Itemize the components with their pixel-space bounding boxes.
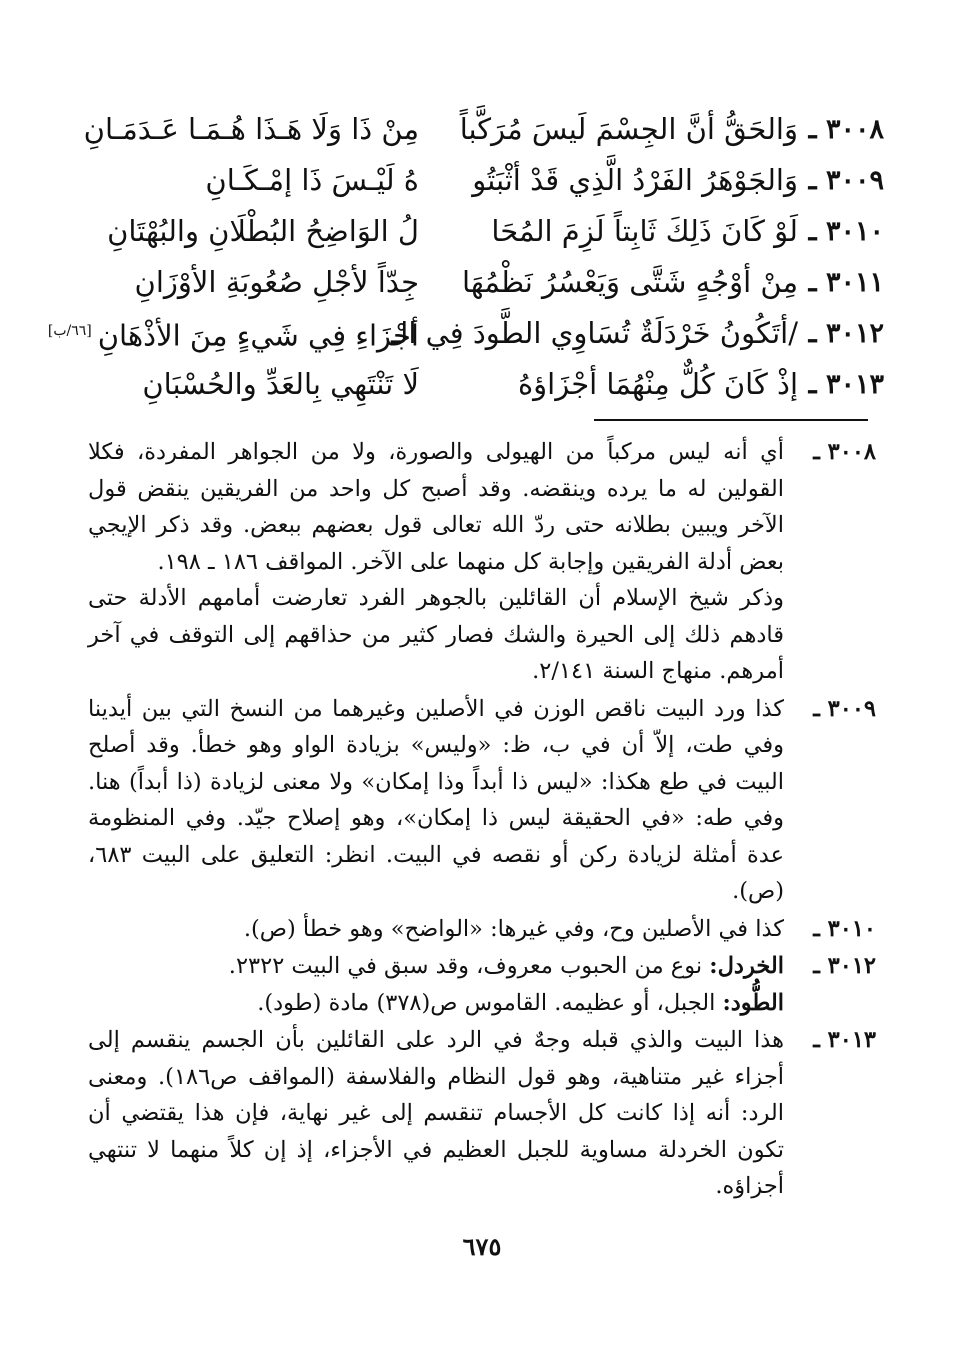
verse-number: ٣٠١٢ ـ bbox=[808, 318, 884, 349]
verse-first-hemistich: إذْ كَانَ كُلٌّ مِنْهُمَا أجْزَاؤهُ bbox=[517, 367, 798, 401]
verse-number: ٣٠٠٩ ـ bbox=[808, 165, 884, 196]
footnotes bbox=[88, 434, 876, 1206]
verse-line bbox=[48, 257, 884, 308]
verse-first-hemistich: لَوْ كَانَ ذَلِكَ ثَابِتاً لَزِمَ المُحَا bbox=[491, 214, 798, 248]
footnote-number: ٣٠١٢ ـ bbox=[813, 953, 876, 979]
footnote-body bbox=[88, 1022, 784, 1205]
footnote-paragraph bbox=[88, 985, 784, 1022]
footnote-number: ٣٠١٠ ـ bbox=[813, 915, 876, 942]
verse-second-hemistich: جِدّاً لأجْلِ صُعُوبَةِ الأوْزَانِ bbox=[134, 265, 419, 299]
footnote-body bbox=[88, 948, 784, 1021]
verse-first-hemistich: مِنْ أوْجُهٍ شَتَّى وَيَعْسُرُ نَظْمُهَا bbox=[461, 265, 798, 299]
footnote-separator bbox=[594, 419, 868, 421]
verse-second-hemistich: هُ لَيْـسَ ذَا إمْـكَـانِ bbox=[205, 163, 419, 197]
footnote bbox=[88, 1022, 876, 1205]
footnote-body bbox=[88, 911, 784, 948]
footnote bbox=[88, 948, 876, 1021]
footnote-paragraph: وذكر شيخ الإسلام أن القائلين بالجوهر الفرد تعارضت أمامهم الأدلة حتى قادهم ذلك إلى الحيرة والشك فصار كثير من حذاقهم إلى التوقف في آخر أمرهم. منهاج السنة ٢/١٤١. bbox=[88, 585, 784, 684]
footnote bbox=[88, 911, 876, 948]
folio-marker: [٦٦/ب] bbox=[48, 322, 92, 339]
footnote bbox=[88, 691, 876, 910]
verse-line bbox=[48, 104, 884, 155]
verse-number: ٣٠١٠ ـ bbox=[808, 216, 884, 247]
verse-line bbox=[48, 308, 884, 359]
poem-verses bbox=[48, 104, 884, 410]
glossary-term: الطُّود: bbox=[722, 989, 784, 1016]
footnote-paragraph: كذا في الأصلين وح، وفي غيرها: «الواضح» وهو خطأ (ص). bbox=[243, 915, 784, 942]
footnote-paragraph: هذا البيت والذي قبله وجهٌ في الرد على القائلين بأن الجسم ينقسم إلى أجزاء غير متناهية، وهو قول النظام والفلاسفة (المواقف ص١٨٦). ومعنى الرد: أنه إذا كانت كل الأجسام تنقسم إلى غير نهاية، فإن هذا يقتضي أن تكون الخردلة مساوية للجبل العظيم في الأجزاء، إذ إن كلاً منهما لا تنتهي أجزاؤه. bbox=[88, 1027, 784, 1199]
verse-line bbox=[48, 359, 884, 410]
verse-first-hemistich: وَالحَقُّ أنَّ الجِسْمَ لَيسَ مُرَكَّباً bbox=[459, 112, 798, 146]
glossary-term: الخردل: bbox=[709, 953, 784, 979]
verse-number: ٣٠١٣ ـ bbox=[808, 369, 884, 400]
footnote-paragraph bbox=[88, 948, 784, 985]
glossary-definition: الجبل، أو عظيمه. القاموس ص(٣٧٨) مادة (طود). bbox=[257, 989, 716, 1016]
footnote-number: ٣٠٠٨ ـ bbox=[813, 439, 876, 465]
verse-second-hemistich: لَا تَنْتَهِي بِالعَدِّ والحُسْبَانِ bbox=[142, 367, 419, 401]
verse-line bbox=[48, 155, 884, 206]
verse-first-hemistich: /أتَكُونُ خَرْدَلَةٌ تُسَاوِي الطَّودَ فِي الـ bbox=[391, 316, 798, 350]
footnote-number: ٣٠١٣ ـ bbox=[813, 1027, 876, 1053]
footnote-body bbox=[88, 434, 784, 690]
verse-second-hemistich: لُ الوَاضِحُ البُطْلَانِ والبُهْتَانِ bbox=[107, 214, 419, 248]
verse-number: ٣٠١١ ـ bbox=[808, 267, 884, 298]
page-number: ٦٧٥ bbox=[462, 1232, 502, 1261]
footnote-body bbox=[88, 691, 784, 910]
verse-second-hemistich bbox=[48, 306, 453, 362]
footnote bbox=[88, 434, 876, 690]
verse-line bbox=[48, 206, 884, 257]
verse-second-hemistich: مِنْ ذَا وَلَا هَـذَا هُـمَـا عَـدَمَـانِ bbox=[83, 112, 419, 146]
verse-second-text: أجْزَاءِ فِي شَيءٍ مِنَ الأذْهَانِ bbox=[97, 318, 419, 353]
glossary-definition: نوع من الحبوب معروف، وقد سبق في البيت ٢٣٢٢. bbox=[228, 953, 703, 979]
footnote-paragraph: كذا ورد البيت ناقص الوزن في الأصلين وغيرهما من النسخ التي بين أيدينا وفي طت، إلاّ أن في ب، ظ: «وليس» بزيادة الواو وهو خطأ. وقد أصلح البيت في طع هكذا: «ليس ذا أبداً وذا إمكان» ولا معنى لزيادة (ذا أبداً) هنا. وفي طه: «في الحقيقة ليس ذا إمكان»، وهو إصلاح جيّد. وفي المنظومة عدة أمثلة لزيادة ركن أو نقصه في البيت. انظر: التعليق على البيت ٦٨٣، (ص). bbox=[88, 695, 784, 904]
footnote-number: ٣٠٠٩ ـ bbox=[813, 695, 876, 722]
footnote-paragraph: أي أنه ليس مركباً من الهيولى والصورة، ولا من الجواهر المفردة، فكلا القولين له ما يرده وينقضه. وقد أصبح كل واحد من الفريقين ينقض قول الآخر ويبين بطلانه حتى ردّ الله تعالى قول بعضهم ببعض. وقد ذكر الإيجي بعض أدلة الفريقين وإجابة كل منهما على الآخر. المواقف ١٨٦ ـ ١٩٨. bbox=[88, 439, 784, 575]
verse-first-hemistich: وَالجَوْهَرُ الفَرْدُ الَّذِي قَدْ أثْبَتُو bbox=[472, 163, 798, 197]
verse-number: ٣٠٠٨ ـ bbox=[808, 114, 884, 145]
